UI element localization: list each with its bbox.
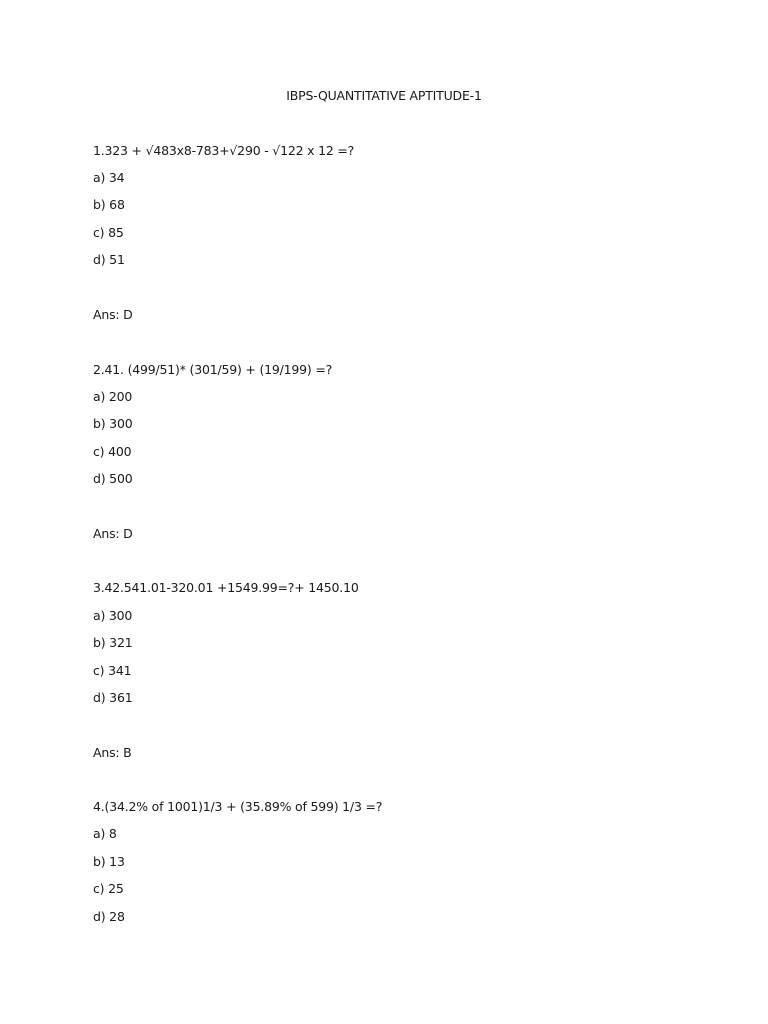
question-4-option-c: c) 25 [93, 881, 124, 896]
question-2-option-b: b) 300 [93, 416, 133, 431]
question-1-option-a: a) 34 [93, 170, 125, 185]
question-3-answer: Ans: B [93, 745, 132, 760]
question-4-option-a: a) 8 [93, 826, 117, 841]
question-1-option-d: d) 51 [93, 252, 125, 267]
question-2-option-c: c) 400 [93, 444, 132, 459]
question-2-answer: Ans: D [93, 526, 133, 541]
question-4-text: 4.(34.2% of 1001)1/3 + (35.89% of 599) 1/3 =? [93, 799, 383, 814]
question-2-option-a: a) 200 [93, 389, 133, 404]
question-1-option-b: b) 68 [93, 197, 125, 212]
question-3-option-a: a) 300 [93, 608, 133, 623]
question-2-option-d: d) 500 [93, 471, 133, 486]
question-2-text: 2.41. (499/51)* (301/59) + (19/199) =? [93, 362, 333, 377]
question-4-option-d: d) 28 [93, 909, 125, 924]
question-3-option-b: b) 321 [93, 635, 133, 650]
question-1-answer: Ans: D [93, 307, 133, 322]
question-1-text: 1.323 + √483x8-783+√290 - √122 x 12 =? [93, 143, 355, 158]
question-3-option-c: c) 341 [93, 663, 132, 678]
document-title: IBPS-QUANTITATIVE APTITUDE-1 [286, 88, 482, 103]
question-1-option-c: c) 85 [93, 225, 124, 240]
question-3-option-d: d) 361 [93, 690, 133, 705]
question-3-text: 3.42.541.01-320.01 +1549.99=?+ 1450.10 [93, 580, 359, 595]
question-4-option-b: b) 13 [93, 854, 125, 869]
